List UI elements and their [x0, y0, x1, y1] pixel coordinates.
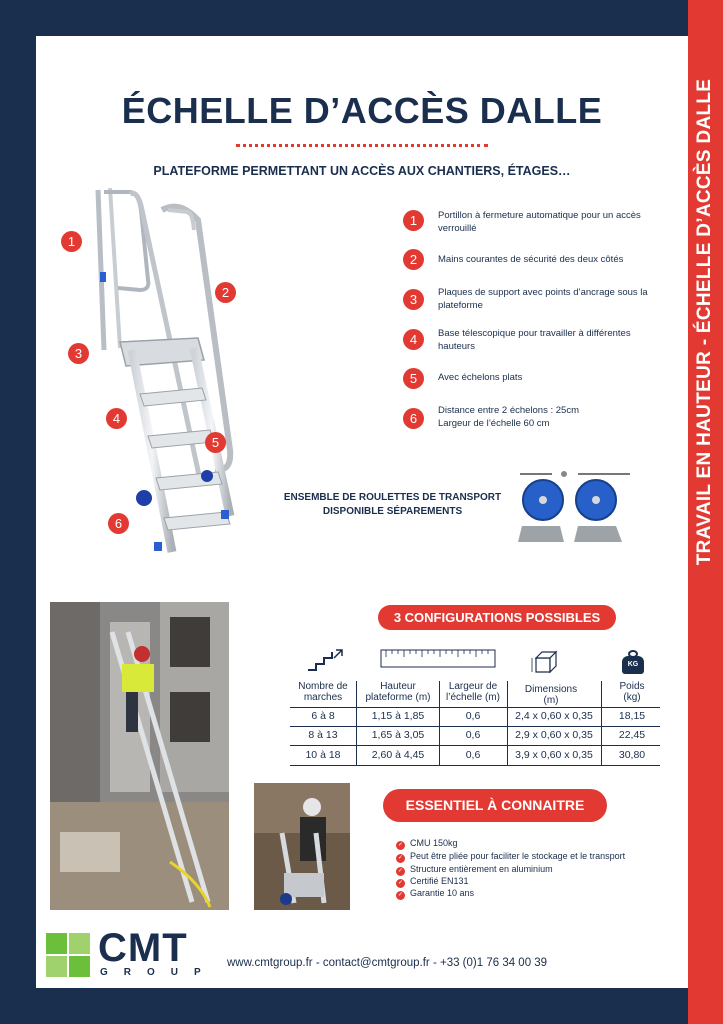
- table-row-rule: [290, 726, 660, 727]
- feature-text-2: Mains courantes de sécurité des deux côtés: [438, 254, 624, 265]
- logo-sub: GROUP: [100, 967, 217, 978]
- essential-item: ✓ CMU 150kg: [397, 838, 458, 848]
- weight-icon: KG: [622, 650, 644, 676]
- cell-height: 2,60 à 4,45: [371, 749, 425, 761]
- table-col-divider: [356, 681, 357, 765]
- box-dimensions-icon: [530, 648, 562, 676]
- feature-text-5: Avec échelons plats: [438, 372, 523, 383]
- footer-contact[interactable]: www.cmtgroup.fr - contact@cmtgroup.fr - +33 (0)1 76 34 00 39: [227, 957, 548, 969]
- check-icon: ✓: [397, 892, 404, 898]
- diagram-badge-5: 5: [205, 432, 226, 453]
- stairs-icon: [306, 648, 344, 672]
- wheels-kit-label: ENSEMBLE DE ROULETTES DE TRANSPORT DISPONIBLE SÉPAREMENTS: [283, 492, 502, 517]
- wheels-kit-image: [512, 466, 640, 550]
- essential-item: ✓ Peut être pliée pour faciliter le stockage et le transport: [397, 851, 626, 861]
- page-subtitle: PLATEFORME PERMETTANT UN ACCÈS AUX CHANTIERS, ÉTAGES…: [153, 164, 571, 178]
- essential-item: ✓ Garantie 10 ans: [397, 888, 475, 898]
- logo-name: CMT: [98, 926, 188, 970]
- feature-badge-4: 4: [403, 329, 424, 350]
- cell-steps: 8 à 13: [308, 729, 338, 741]
- table-top-rule: [290, 707, 660, 708]
- cell-weight: 22,45: [618, 729, 646, 741]
- feature-badge-2: 2: [403, 249, 424, 270]
- cell-height: 1,15 à 1,85: [371, 710, 425, 722]
- col-header-height: Hauteur plateforme (m): [365, 681, 431, 703]
- photo-worker-moving-ladder: [254, 783, 350, 910]
- cell-dimensions: 2,4 x 0,60 x 0,35: [515, 710, 593, 722]
- cell-dimensions: 3,9 x 0,60 x 0,35: [515, 749, 593, 761]
- feature-badge-1: 1: [403, 210, 424, 231]
- essential-item: ✓ Certifié EN131: [397, 876, 469, 886]
- ruler-icon: [380, 649, 496, 669]
- check-icon: ✓: [397, 868, 404, 874]
- table-bottom-rule: [290, 765, 660, 766]
- check-icon: ✓: [397, 842, 404, 848]
- table-row-rule: [290, 745, 660, 746]
- diagram-badge-4: 4: [106, 408, 127, 429]
- table-col-divider: [601, 681, 602, 765]
- feature-text-3: Plaques de support avec points d’ancrage sous la plateforme: [438, 287, 648, 311]
- feature-badge-3: 3: [403, 289, 424, 310]
- feature-text-4: Base télescopique pour travailler à différentes hauteurs: [438, 328, 631, 352]
- cell-steps: 10 à 18: [305, 749, 341, 761]
- feature-text-1: Portillon à fermeture automatique pour un accès verrouillé: [438, 210, 641, 234]
- site-photo-worker-on-ladder: [50, 602, 229, 910]
- check-icon: ✓: [397, 880, 404, 886]
- cell-height: 1,65 à 3,05: [371, 729, 425, 741]
- diagram-badge-2: 2: [215, 282, 236, 303]
- cell-dimensions: 2,9 x 0,60 x 0,35: [515, 729, 593, 741]
- feature-badge-6: 6: [403, 408, 424, 429]
- logo-mark: [46, 933, 90, 977]
- cell-weight: 30,80: [618, 749, 646, 761]
- col-header-width: Largeur de l’échelle (m): [446, 681, 500, 703]
- title-underline-dots: [236, 144, 488, 147]
- feature-text-6: Distance entre 2 échelons : 25cm Largeur de l’échelle 60 cm: [438, 405, 579, 429]
- essentials-title: ESSENTIEL À CONNAITRE: [383, 789, 607, 822]
- col-header-dimensions: Dimensions (m): [524, 684, 578, 706]
- configurations-title: 3 CONFIGURATIONS POSSIBLES: [378, 605, 616, 630]
- diagram-badge-1: 1: [61, 231, 82, 252]
- cell-weight: 18,15: [618, 710, 646, 722]
- cell-width: 0,6: [465, 710, 481, 722]
- ladder-illustration: [90, 180, 250, 560]
- cell-steps: 6 à 8: [311, 710, 335, 722]
- side-title: TRAVAIL EN HAUTEUR - ÉCHELLE D’ACCÈS DALLE: [694, 78, 715, 566]
- diagram-badge-3: 3: [68, 343, 89, 364]
- check-icon: ✓: [397, 855, 404, 861]
- diagram-badge-6: 6: [108, 513, 129, 534]
- cell-width: 0,6: [465, 749, 481, 761]
- cell-width: 0,6: [465, 729, 481, 741]
- col-header-weight: Poids (kg): [619, 681, 645, 703]
- essential-item: ✓ Structure entièrement en aluminium: [397, 864, 553, 874]
- page-title: ÉCHELLE D’ACCÈS DALLE: [121, 90, 603, 131]
- feature-badge-5: 5: [403, 368, 424, 389]
- col-header-steps: Nombre de marches: [298, 681, 348, 703]
